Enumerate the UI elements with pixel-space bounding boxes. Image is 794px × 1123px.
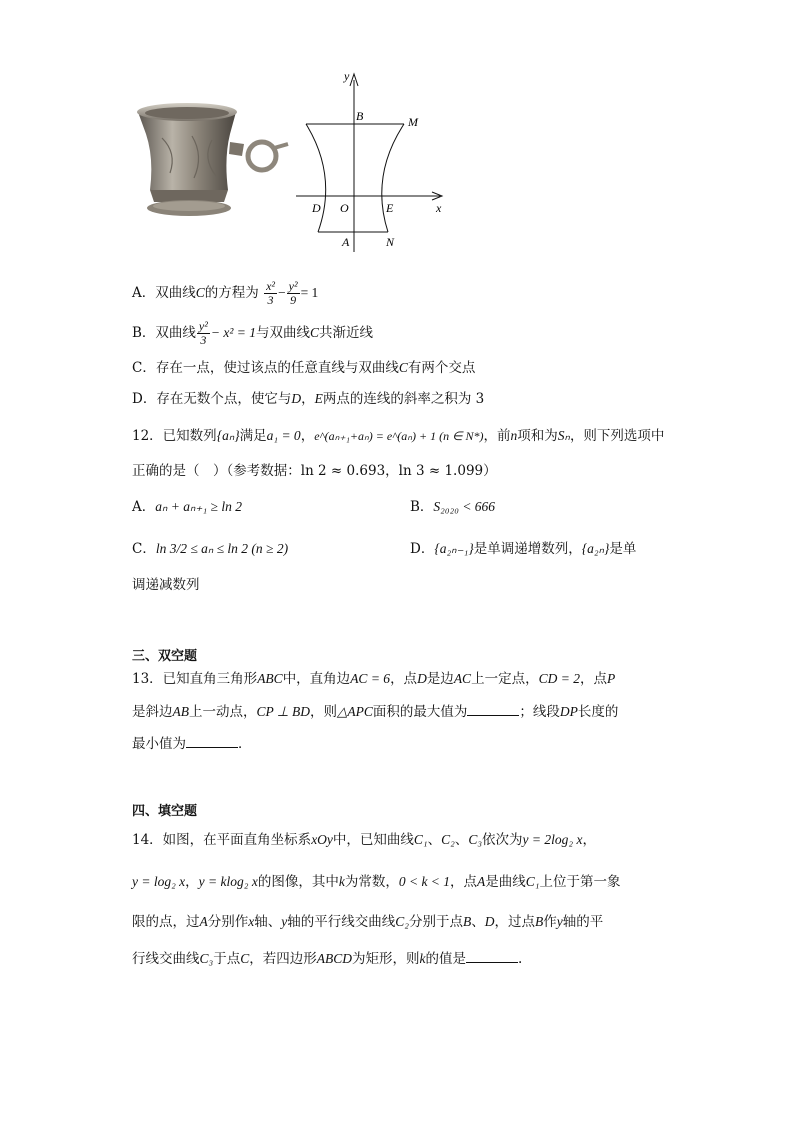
answer-blank-3[interactable] [466,948,518,963]
answer-blank-2[interactable] [186,733,238,748]
graph-label-y: y [344,69,350,83]
q11-option-d: D．存在无数个点，使它与D，E两点的连线的斜率之积为 3 [132,391,485,407]
graph-label-O: O [340,201,349,215]
q14-line2: y = log₂ x，y = klog₂ x的图像，其中k为常数，0 < k < 1，点A是曲线C₁上位于第一象 [132,874,621,890]
section-3-title: 三、双空题 [132,649,198,664]
q13-line1: 13．已知直角三角形ABC中，直角边AC = 6，点D是边AC上一定点，CD = 2，点P [132,671,616,687]
q12-option-d: D．{a₂ₙ₋₁}是单调递增数列，{a₂ₙ}是单 [410,541,637,557]
fraction-y2-9: $\frac{\text{y²}}{9}$ [288,279,298,307]
graph-label-D: D [312,201,321,215]
q12-option-c: C．ln 3/2 ≤ aₙ ≤ ln 2 (n ≥ 2) [132,541,289,557]
q12-option-b: B．S₂₀₂₀ < 666 [410,499,496,515]
q12-option-d-cont: 调递减数列 [132,577,200,593]
graph-label-N: N [386,235,395,249]
q14-line3: 限的点，过A分别作x轴、y轴的平行线交曲线C₂分别于点B、D，过点B作y轴的平 [132,914,604,930]
q12-option-a: A．aₙ + aₙ₊₁ ≥ ln 2 [132,499,242,515]
graph-label-B: B [356,109,364,123]
q11-option-c: C．存在一点，使过该点的任意直线与双曲线C有两个交点 [132,360,476,376]
q11-option-b: B．双曲线 $\frac{\text{y²}}{3}$ − x² = 1与双曲线C共渐近线 [132,319,374,347]
q11-option-a: A．双曲线C的方程为 $\frac{\text{x²}}{3}$ − $\frac{\text{y²}}{9}$ = 1 [132,279,319,307]
q12-line1: 12．已知数列{aₙ}满足a₁ = 0，e^(aₙ₊₁+aₙ) = e^(aₙ) + 1 (n ∈ N*)，前n项和为Sₙ，则下列选项中 [132,428,665,444]
q13-line3: 最小值为 ． [132,733,252,754]
q12-line2: 正确的是（ ）（参考数据：ln 2 ≈ 0.693，ln 3 ≈ 1.099） [132,463,497,479]
q13-line2: 是斜边AB上一动点，CP ⊥ BD，则△APC面积的最大值为 ；线段DP长度的 [132,701,618,722]
cup-photo [132,98,292,228]
q14-line4: 行线交曲线C₃于点C，若四边形ABCD为矩形，则k的值是 . [132,948,522,969]
graph-label-x: x [436,201,442,215]
graph-label-E: E [386,201,394,215]
graph-label-A: A [342,235,350,249]
answer-blank-1[interactable] [467,701,519,716]
section-4-title: 四、填空题 [132,804,198,819]
graph-label-M: M [408,115,418,129]
q14-line1: 14．如图，在平面直角坐标系xOy中，已知曲线C₁、C₂、C₃依次为y = 2log₂ x， [132,832,596,848]
hyperbola-graph [290,66,460,256]
fraction-y2-3: $\frac{\text{y²}}{3}$ [198,319,208,347]
fraction-x2-3: $\frac{\text{x²}}{3}$ [266,279,275,307]
